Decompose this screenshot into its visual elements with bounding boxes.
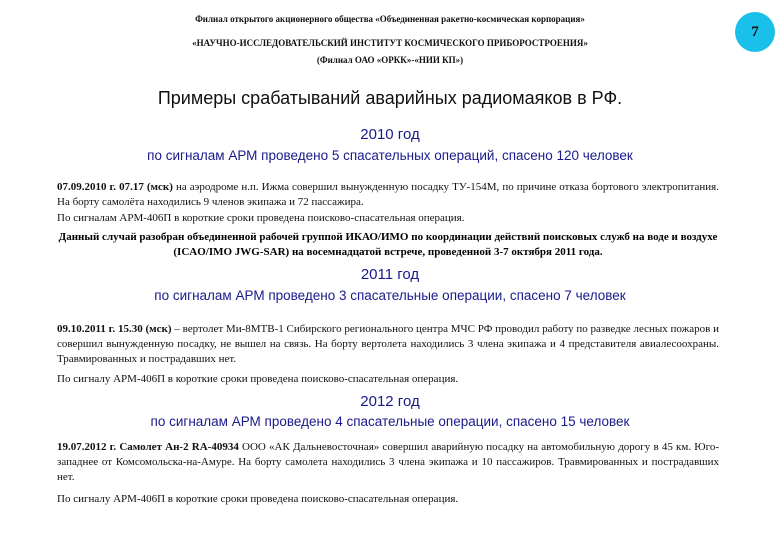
year-heading-2010: 2010 год (360, 126, 420, 143)
event-2010-text: на аэродроме н.п. Ижма совершил вынужденную посадку ТУ-154М, по причине отказа бортового электропитания. На борту самолёта находились 9 членов экипажа и 72 пассажира. (57, 181, 719, 208)
year-heading-2012: 2012 год (360, 393, 420, 410)
icao-note-2010: Данный случай разобран объединенной рабочей группой ИКАО/ИМО по координации действий поисковых служб на воде и воздухе (ICAO/IMO JWG-SAR) на восемнадцатой встрече, проведенной 3-7 октября 2011 года. (58, 231, 718, 258)
signal-2012: По сигналу АРМ-406П в короткие сроки проведена поисково-спасательная операция. (57, 493, 459, 505)
event-2011-lead: 09.10.2011 г. 15.30 (мск) (57, 323, 172, 335)
year-summary-2011: по сигналам АРМ проведено 3 спасательные операции, спасено 7 человек (154, 288, 626, 303)
year-heading-2011: 2011 год (360, 266, 420, 283)
page-number: 7 (751, 23, 759, 40)
event-2011-text: – вертолет Ми-8МТВ-1 Сибирского регионального центра МЧС РФ проводил работу по разведке лесных пожаров и совершил вынужденную посадку, не вышел на связь. На борту вертолета находились 3 члена экипажа и 4 представителя авиалесоохраны. Травмированных и пострадавших нет. (57, 323, 720, 365)
year-summary-2012: по сигналам АРМ проведено 4 спасательные операции, спасено 15 человек (150, 414, 630, 429)
year-summary-2010: по сигналам АРМ проведено 5 спасательных операций, спасено 120 человек (147, 148, 633, 163)
event-2011 (57, 322, 719, 367)
event-2012-lead: 19.07.2012 г. Самолет Ан-2 RA-40934 (57, 441, 239, 453)
signal-2011: По сигналу АРМ-406П в короткие сроки проведена поисково-спасательная операция. (57, 373, 459, 385)
event-2012 (57, 440, 719, 485)
signal-2010: По сигналам АРМ-406П в короткие сроки проведена поисково-спасательная операция. (57, 212, 465, 224)
org-header-line3: (Филиал ОАО «ОРКК»-«НИИ КП») (316, 55, 464, 65)
org-header-line2: «НАУЧНО-ИССЛЕДОВАТЕЛЬСКИЙ ИНСТИТУТ КОСМИЧЕСКОГО ПРИБОРОСТРОЕНИЯ» (192, 38, 588, 48)
page-number-badge (735, 12, 775, 52)
event-2010 (57, 180, 719, 210)
event-2010-lead: 07.09.2010 г. 07.17 (мск) (57, 181, 173, 193)
page-title: Примеры срабатываний аварийных радиомаяков в РФ. (157, 88, 623, 108)
event-2012-text: ООО «АК Дальневосточная» совершил аварийную посадку на автомобильную дорогу в 45 км. Юго-западнее от Комсомольска-на-Амуре. На борту самолета находились 3 члена экипажа и 10 пассажиров. Травмированных и пострадавших нет. (57, 441, 719, 483)
org-header-line1: Филиал открытого акционерного общества «Объединенная ракетно-космическая корпорация» (195, 14, 585, 24)
